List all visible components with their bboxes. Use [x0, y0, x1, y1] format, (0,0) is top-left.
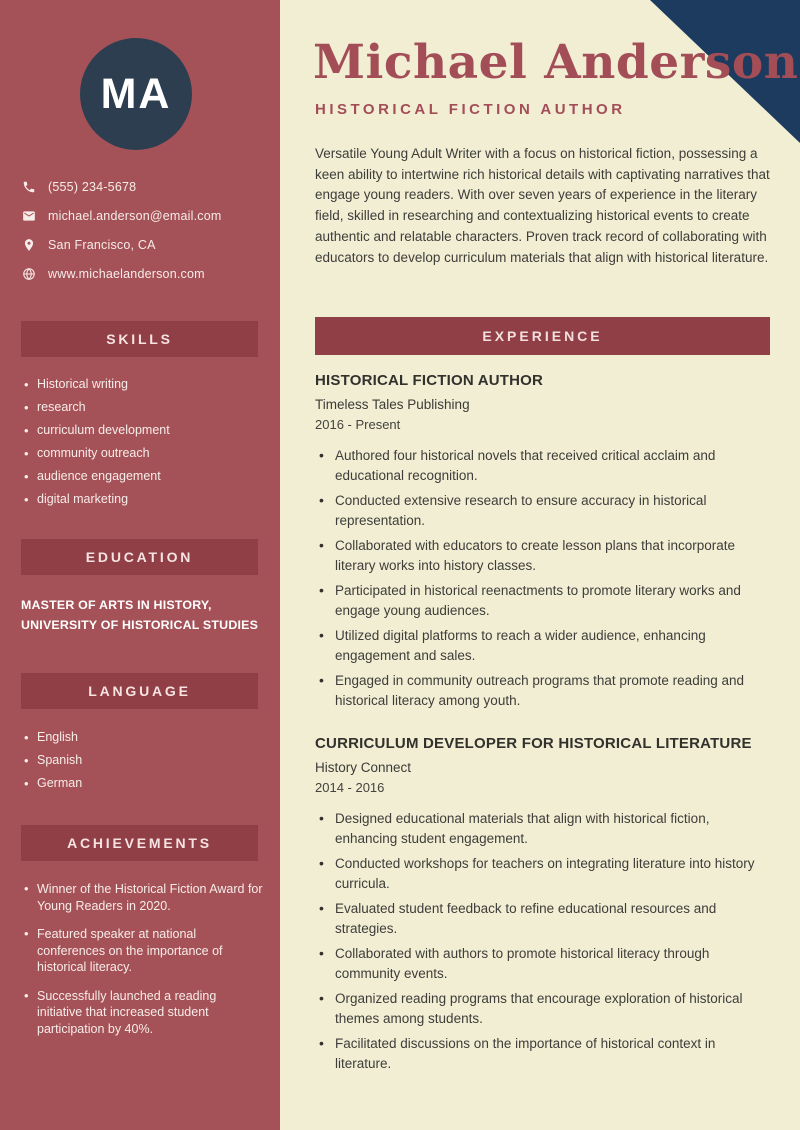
language-section-header [21, 673, 258, 709]
achievement-item: • Featured speaker at national conferences on the importance of historical literacy. [24, 926, 264, 976]
skill-item: • Historical writing [24, 378, 264, 391]
email-address: michael.anderson@email.com [48, 209, 222, 223]
phone-icon [22, 180, 36, 194]
job-entry [315, 734, 773, 1073]
email-icon [22, 209, 36, 223]
job-bullet: • Authored four historical novels that received critical acclaim and educational recognition. [315, 446, 773, 485]
contact-website [22, 264, 222, 284]
education-degree-line: MASTER OF ARTS IN HISTORY, [21, 598, 212, 612]
skills-section-header [21, 321, 258, 357]
job-bullet: • Evaluated student feedback to refine educational resources and strategies. [315, 899, 773, 938]
skills-title: SKILLS [106, 331, 173, 347]
achievements-list [24, 881, 264, 1049]
globe-icon [22, 267, 36, 281]
job-bullet-list [315, 809, 773, 1073]
achievements-section-header [21, 825, 258, 861]
education-school-line: UNIVERSITY OF HISTORICAL STUDIES [21, 618, 259, 632]
job-bullet: • Participated in historical reenactments to promote literary works and engage young audiences. [315, 581, 773, 620]
job-bullet: • Collaborated with authors to promote historical literacy through community events. [315, 944, 773, 983]
job-bullet: • Utilized digital platforms to reach a wider audience, enhancing engagement and sales. [315, 626, 773, 665]
avatar-initials: MA [100, 69, 172, 118]
language-item: • English [24, 731, 264, 744]
contact-email [22, 206, 222, 226]
skill-item: • community outreach [24, 447, 264, 460]
contact-info [22, 177, 222, 293]
job-bullet: • Designed educational materials that align with historical fiction, enhancing student engagement. [315, 809, 773, 848]
sidebar [0, 0, 280, 1130]
skill-item: • curriculum development [24, 424, 264, 437]
phone-number: (555) 234-5678 [48, 180, 137, 194]
experience-title: EXPERIENCE [482, 328, 603, 344]
job-bullet: • Collaborated with educators to create lesson plans that incorporate literary works into history classes. [315, 536, 773, 575]
achievement-item: • Winner of the Historical Fiction Award for Young Readers in 2020. [24, 881, 264, 914]
person-name: Michael Anderson [313, 35, 799, 90]
education-degree [21, 595, 271, 635]
location-text: San Francisco, CA [48, 238, 156, 252]
job-company: Timeless Tales Publishing [315, 397, 470, 412]
education-section-header [21, 539, 258, 575]
job-bullet: • Conducted workshops for teachers on integrating literature into history curricula. [315, 854, 773, 893]
language-title: LANGUAGE [88, 683, 191, 699]
language-item: • German [24, 777, 264, 790]
education-title: EDUCATION [85, 549, 194, 565]
job-bullet: • Organized reading programs that encourage exploration of historical themes among students. [315, 989, 773, 1028]
achievements-title: ACHIEVEMENTS [67, 835, 212, 851]
job-company: History Connect [315, 760, 412, 775]
achievement-item: • Successfully launched a reading initiative that increased student participation by 40%. [24, 988, 264, 1038]
job-bullet-list [315, 446, 773, 710]
job-bullet: • Engaged in community outreach programs that promote reading and historical literacy among youth. [315, 671, 773, 710]
job-title: HISTORICAL FICTION AUTHOR [315, 372, 544, 389]
contact-location [22, 235, 222, 255]
person-role: HISTORICAL FICTION AUTHOR [315, 101, 626, 118]
job-bullet: • Conducted extensive research to ensure accuracy in historical representation. [315, 491, 773, 530]
skills-list [24, 378, 264, 516]
skill-item: • audience engagement [24, 470, 264, 483]
job-title: CURRICULUM DEVELOPER FOR HISTORICAL LITERATURE [315, 735, 752, 752]
language-item: • Spanish [24, 754, 264, 767]
experience-entries [315, 371, 773, 1079]
job-entry [315, 371, 773, 710]
skill-item: • digital marketing [24, 493, 264, 506]
skill-item: • research [24, 401, 264, 414]
experience-section-header [315, 317, 770, 355]
website-url: www.michaelanderson.com [48, 267, 205, 281]
job-bullet: • Facilitated discussions on the importance of historical context in literature. [315, 1034, 773, 1073]
job-dates: 2016 - Present [315, 417, 401, 432]
contact-phone [22, 177, 222, 197]
avatar [80, 38, 192, 150]
language-list [24, 731, 264, 800]
profile-summary: Versatile Young Adult Writer with a focus on historical fiction, possessing a keen ability to intertwine rich historical details with captivating narratives that engage young readers. With over seven years of experience in the literary field, skilled in researching and contextualizing historical events to create authentic and relatable characters. Proven track record of collaborating with educators to develop curriculum materials that align with historical literature. [315, 146, 770, 265]
location-pin-icon [22, 238, 36, 252]
job-dates: 2014 - 2016 [315, 780, 385, 795]
